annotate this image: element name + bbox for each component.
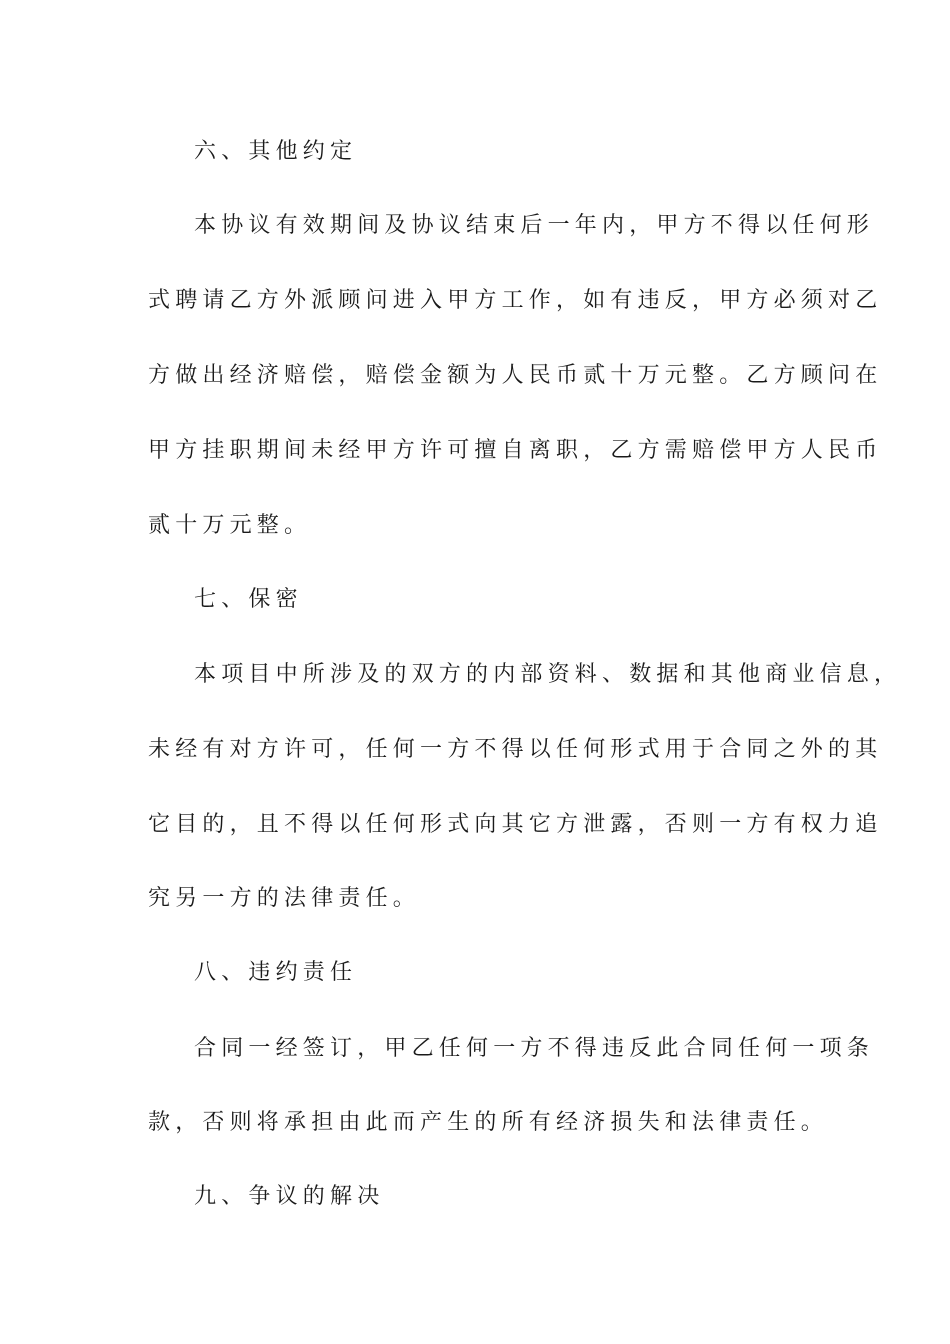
section-heading-9: 九、争议的解决 — [194, 1184, 385, 1209]
paragraph-line: 款，否则将承担由此而产生的所有经济损失和法律责任。 — [148, 1110, 829, 1135]
section-heading-8: 八、违约责任 — [194, 960, 358, 985]
paragraph-line: 方做出经济赔偿，赔偿金额为人民币贰十万元整。乙方顾问在 — [148, 363, 883, 388]
paragraph-line: 本协议有效期间及协议结束后一年内，甲方不得以任何形 — [194, 213, 875, 238]
section-heading-6: 六、其他约定 — [194, 139, 358, 164]
paragraph-line: 未经有对方许可，任何一方不得以任何形式用于合同之外的其 — [148, 737, 883, 762]
section-heading-7: 七、保密 — [194, 587, 303, 612]
paragraph-line: 合同一经签订，甲乙任何一方不得违反此合同任何一项条 — [194, 1036, 875, 1061]
paragraph-line: 它目的，且不得以任何形式向其它方泄露，否则一方有权力追 — [148, 812, 883, 837]
paragraph-line: 甲方挂职期间未经甲方许可擅自离职，乙方需赔偿甲方人民币 — [148, 438, 883, 463]
paragraph-line: 式聘请乙方外派顾问进入甲方工作，如有违反，甲方必须对乙 — [148, 288, 883, 313]
paragraph-line: 究另一方的法律责任。 — [148, 886, 421, 911]
paragraph-line: 本项目中所涉及的双方的内部资料、数据和其他商业信息， — [194, 662, 902, 687]
paragraph-line: 贰十万元整。 — [148, 513, 312, 538]
